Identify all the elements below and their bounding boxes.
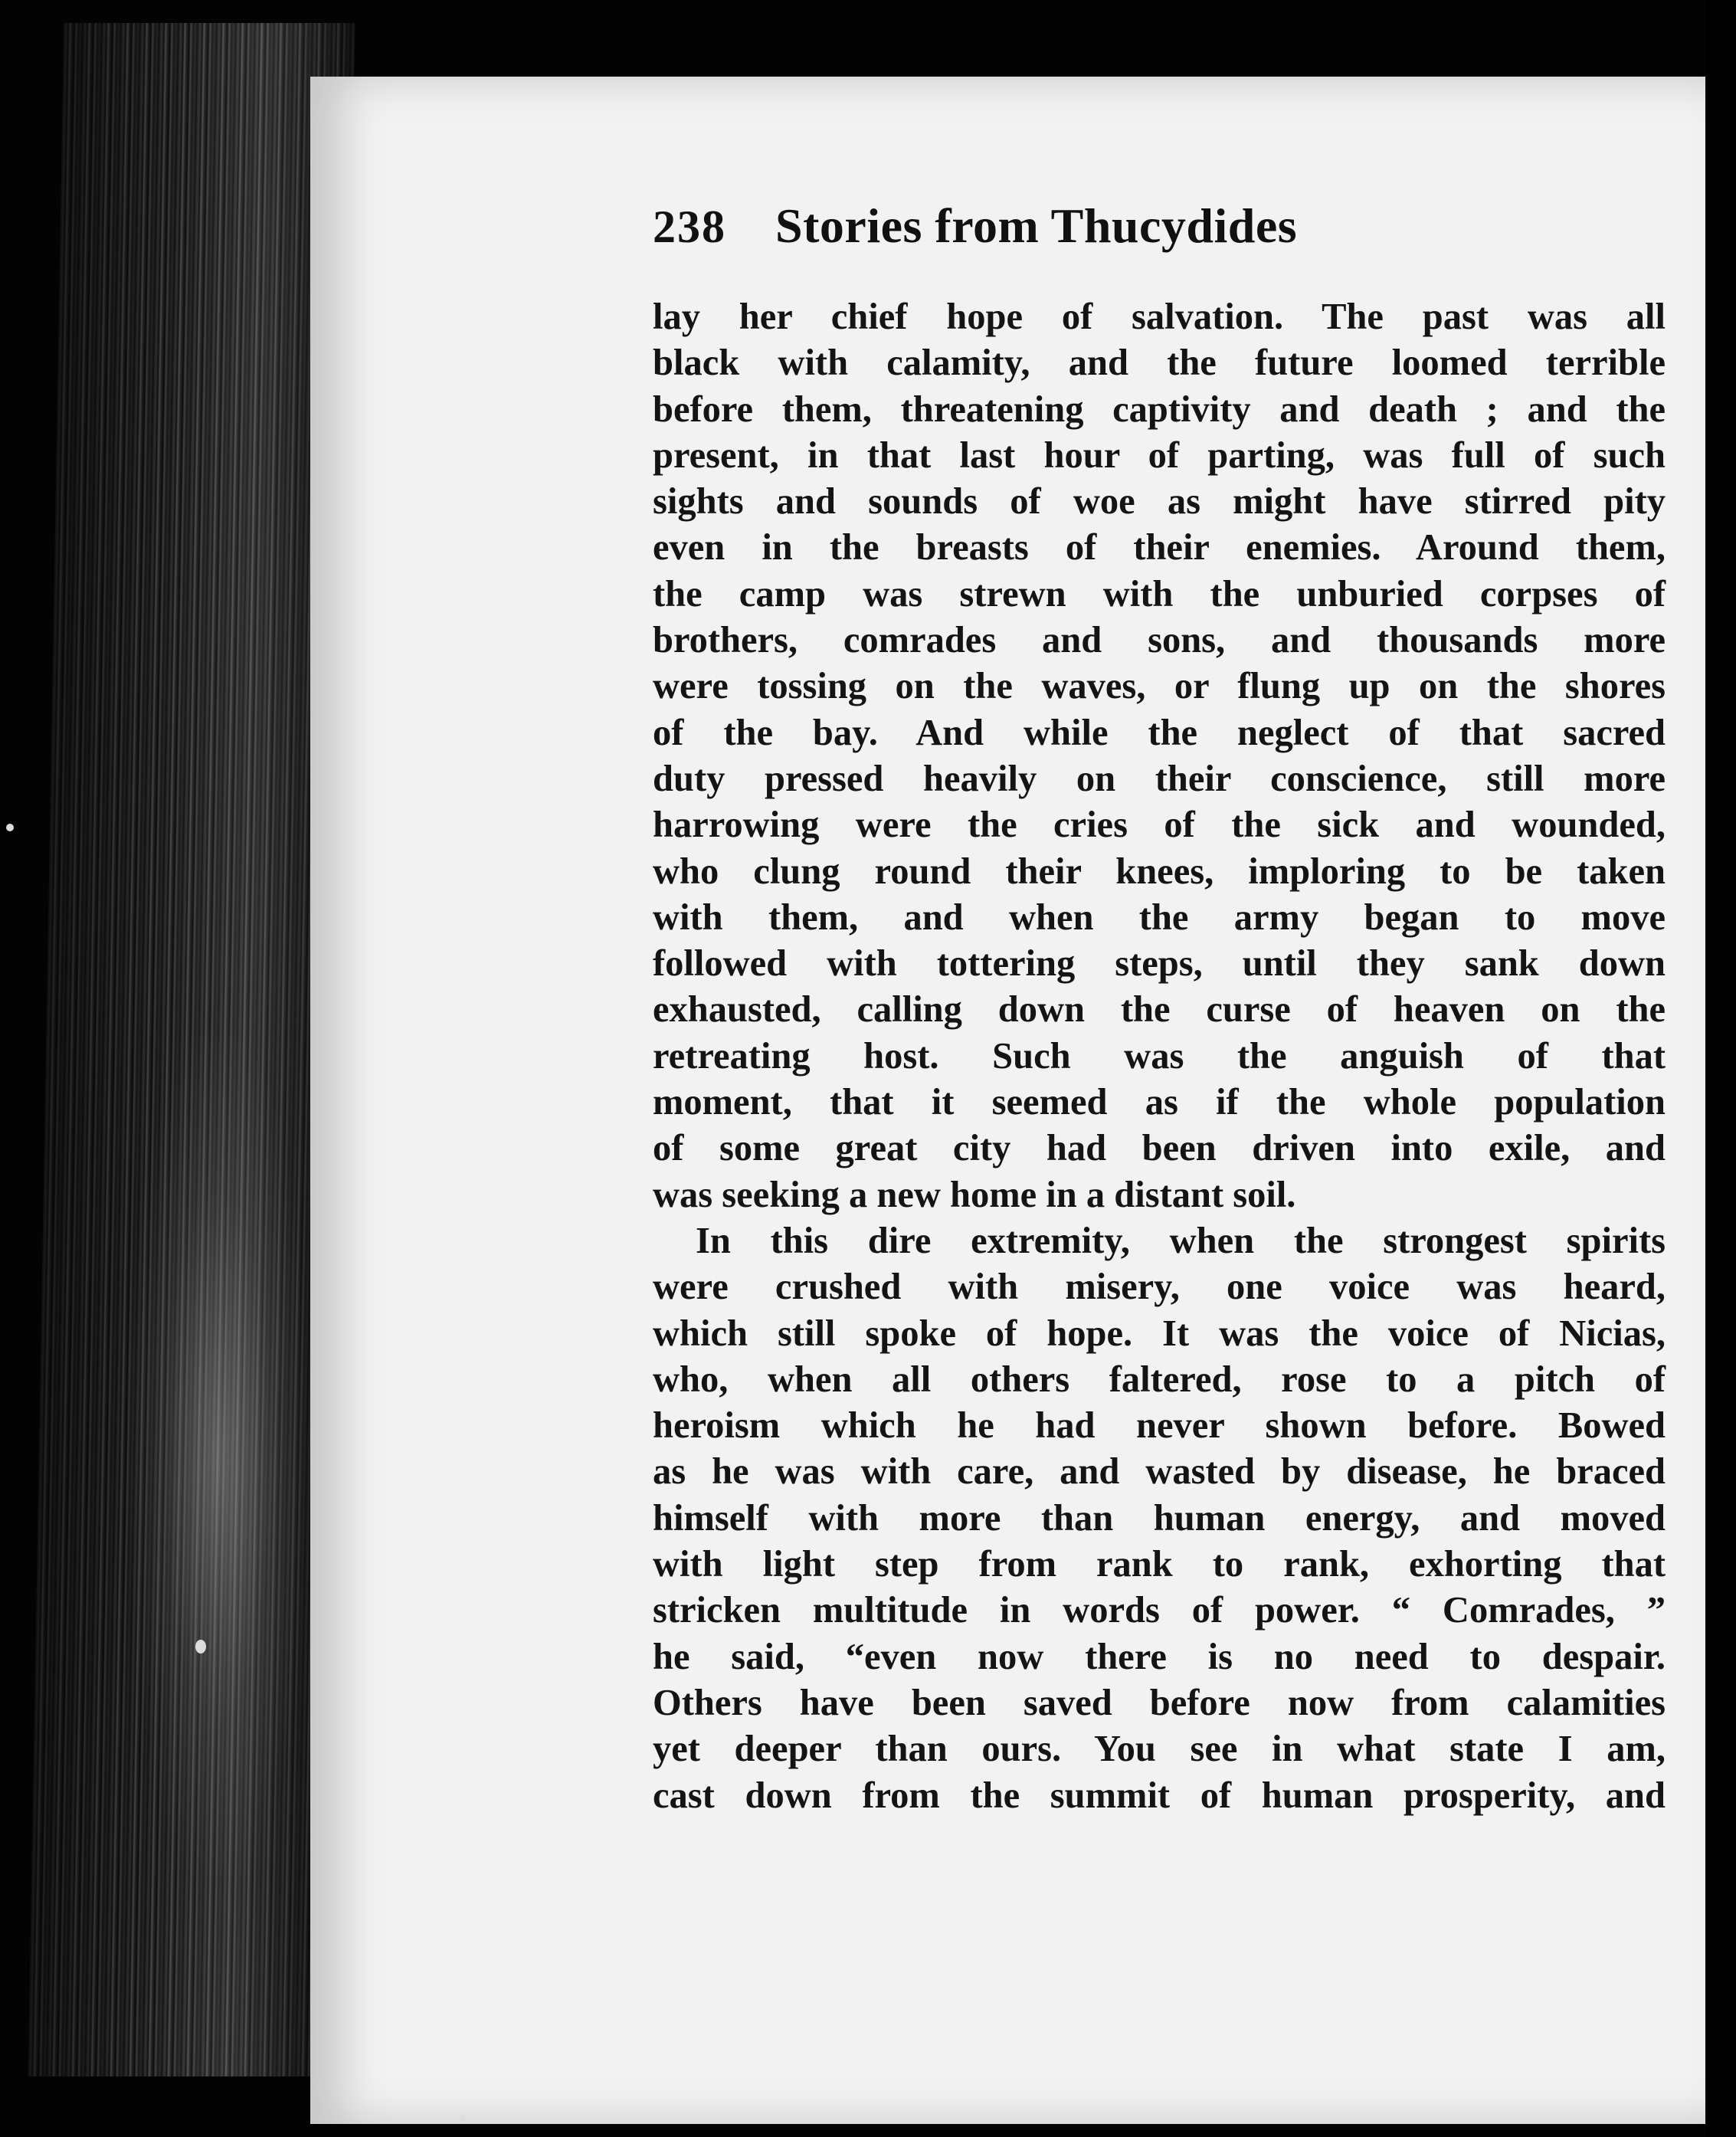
text-line: sights and sounds of woe as might have stirred pity xyxy=(653,481,1666,523)
running-header xyxy=(653,198,1666,284)
text-line: cast down from the summit of human prosperity, and xyxy=(653,1775,1666,1816)
text-line: retreating host. Such was the anguish of that xyxy=(653,1035,1666,1077)
paragraph-first-line: In this dire extremity, when the strongest spirits xyxy=(696,1220,1666,1261)
text-line: were tossing on the waves, or flung up on the shores xyxy=(653,666,1666,707)
text-line: brothers, comrades and sons, and thousands more xyxy=(653,620,1666,661)
page-number: 238 xyxy=(653,202,726,252)
text-line: who clung round their knees, imploring to be taken xyxy=(653,851,1666,892)
text-line: who, when all others faltered, rose to a pitch of xyxy=(653,1359,1666,1400)
text-line: Others have been saved before now from calamities xyxy=(653,1682,1666,1723)
text-line: exhausted, calling down the curse of heaven on the xyxy=(653,989,1666,1031)
text-line: followed with tottering steps, until they sank down xyxy=(653,943,1666,985)
text-line: which still spoke of hope. It was the voice of Nicias, xyxy=(653,1313,1666,1354)
text-line: present, in that last hour of parting, was full of such xyxy=(653,434,1666,476)
text-line: of some great city had been driven into exile, and xyxy=(653,1128,1666,1169)
text-line: yet deeper than ours. You see in what state I am, xyxy=(653,1729,1666,1770)
dust-speck xyxy=(6,824,14,831)
text-line: duty pressed heavily on their conscience, still more xyxy=(653,758,1666,799)
body-text xyxy=(653,294,1666,1819)
text-line: even in the breasts of their enemies. Around them, xyxy=(653,527,1666,569)
text-line: stricken multitude in words of power. “ Comrades, ” xyxy=(653,1590,1666,1631)
text-line: he said, “even now there is no need to despair. xyxy=(653,1636,1666,1677)
text-line: was seeking a new home in a distant soil. xyxy=(653,1174,1296,1215)
text-line: before them, threatening captivity and death ; and the xyxy=(653,388,1666,430)
text-line: of the bay. And while the neglect of that sacred xyxy=(653,712,1666,753)
text-block xyxy=(653,198,1666,1819)
text-line: as he was with care, and wasted by disease, he braced xyxy=(653,1451,1666,1493)
dust-speck xyxy=(195,1640,206,1654)
text-line: the camp was strewn with the unburied corpses of xyxy=(653,573,1666,615)
text-line: black with calamity, and the future loomed terrible xyxy=(653,343,1666,384)
text-line: heroism which he had never shown before. Bowed xyxy=(653,1405,1666,1447)
running-title: Stories from Thucydides xyxy=(775,198,1298,253)
text-line: moment, that it seemed as if the whole population xyxy=(653,1082,1666,1123)
text-line: harrowing were the cries of the sick and wounded, xyxy=(653,805,1666,846)
text-line: were crushed with misery, one voice was heard, xyxy=(653,1267,1666,1308)
text-line: lay her chief hope of salvation. The past was all xyxy=(653,297,1666,337)
dust-speck xyxy=(460,2115,466,2124)
scan-border-right xyxy=(1705,0,1736,2137)
text-line: himself with more than human energy, and moved xyxy=(653,1497,1666,1539)
text-line: with them, and when the army began to move xyxy=(653,896,1666,938)
text-line: with light step from rank to rank, exhorting that xyxy=(653,1544,1666,1585)
fore-edge-highlight xyxy=(130,1034,306,1877)
